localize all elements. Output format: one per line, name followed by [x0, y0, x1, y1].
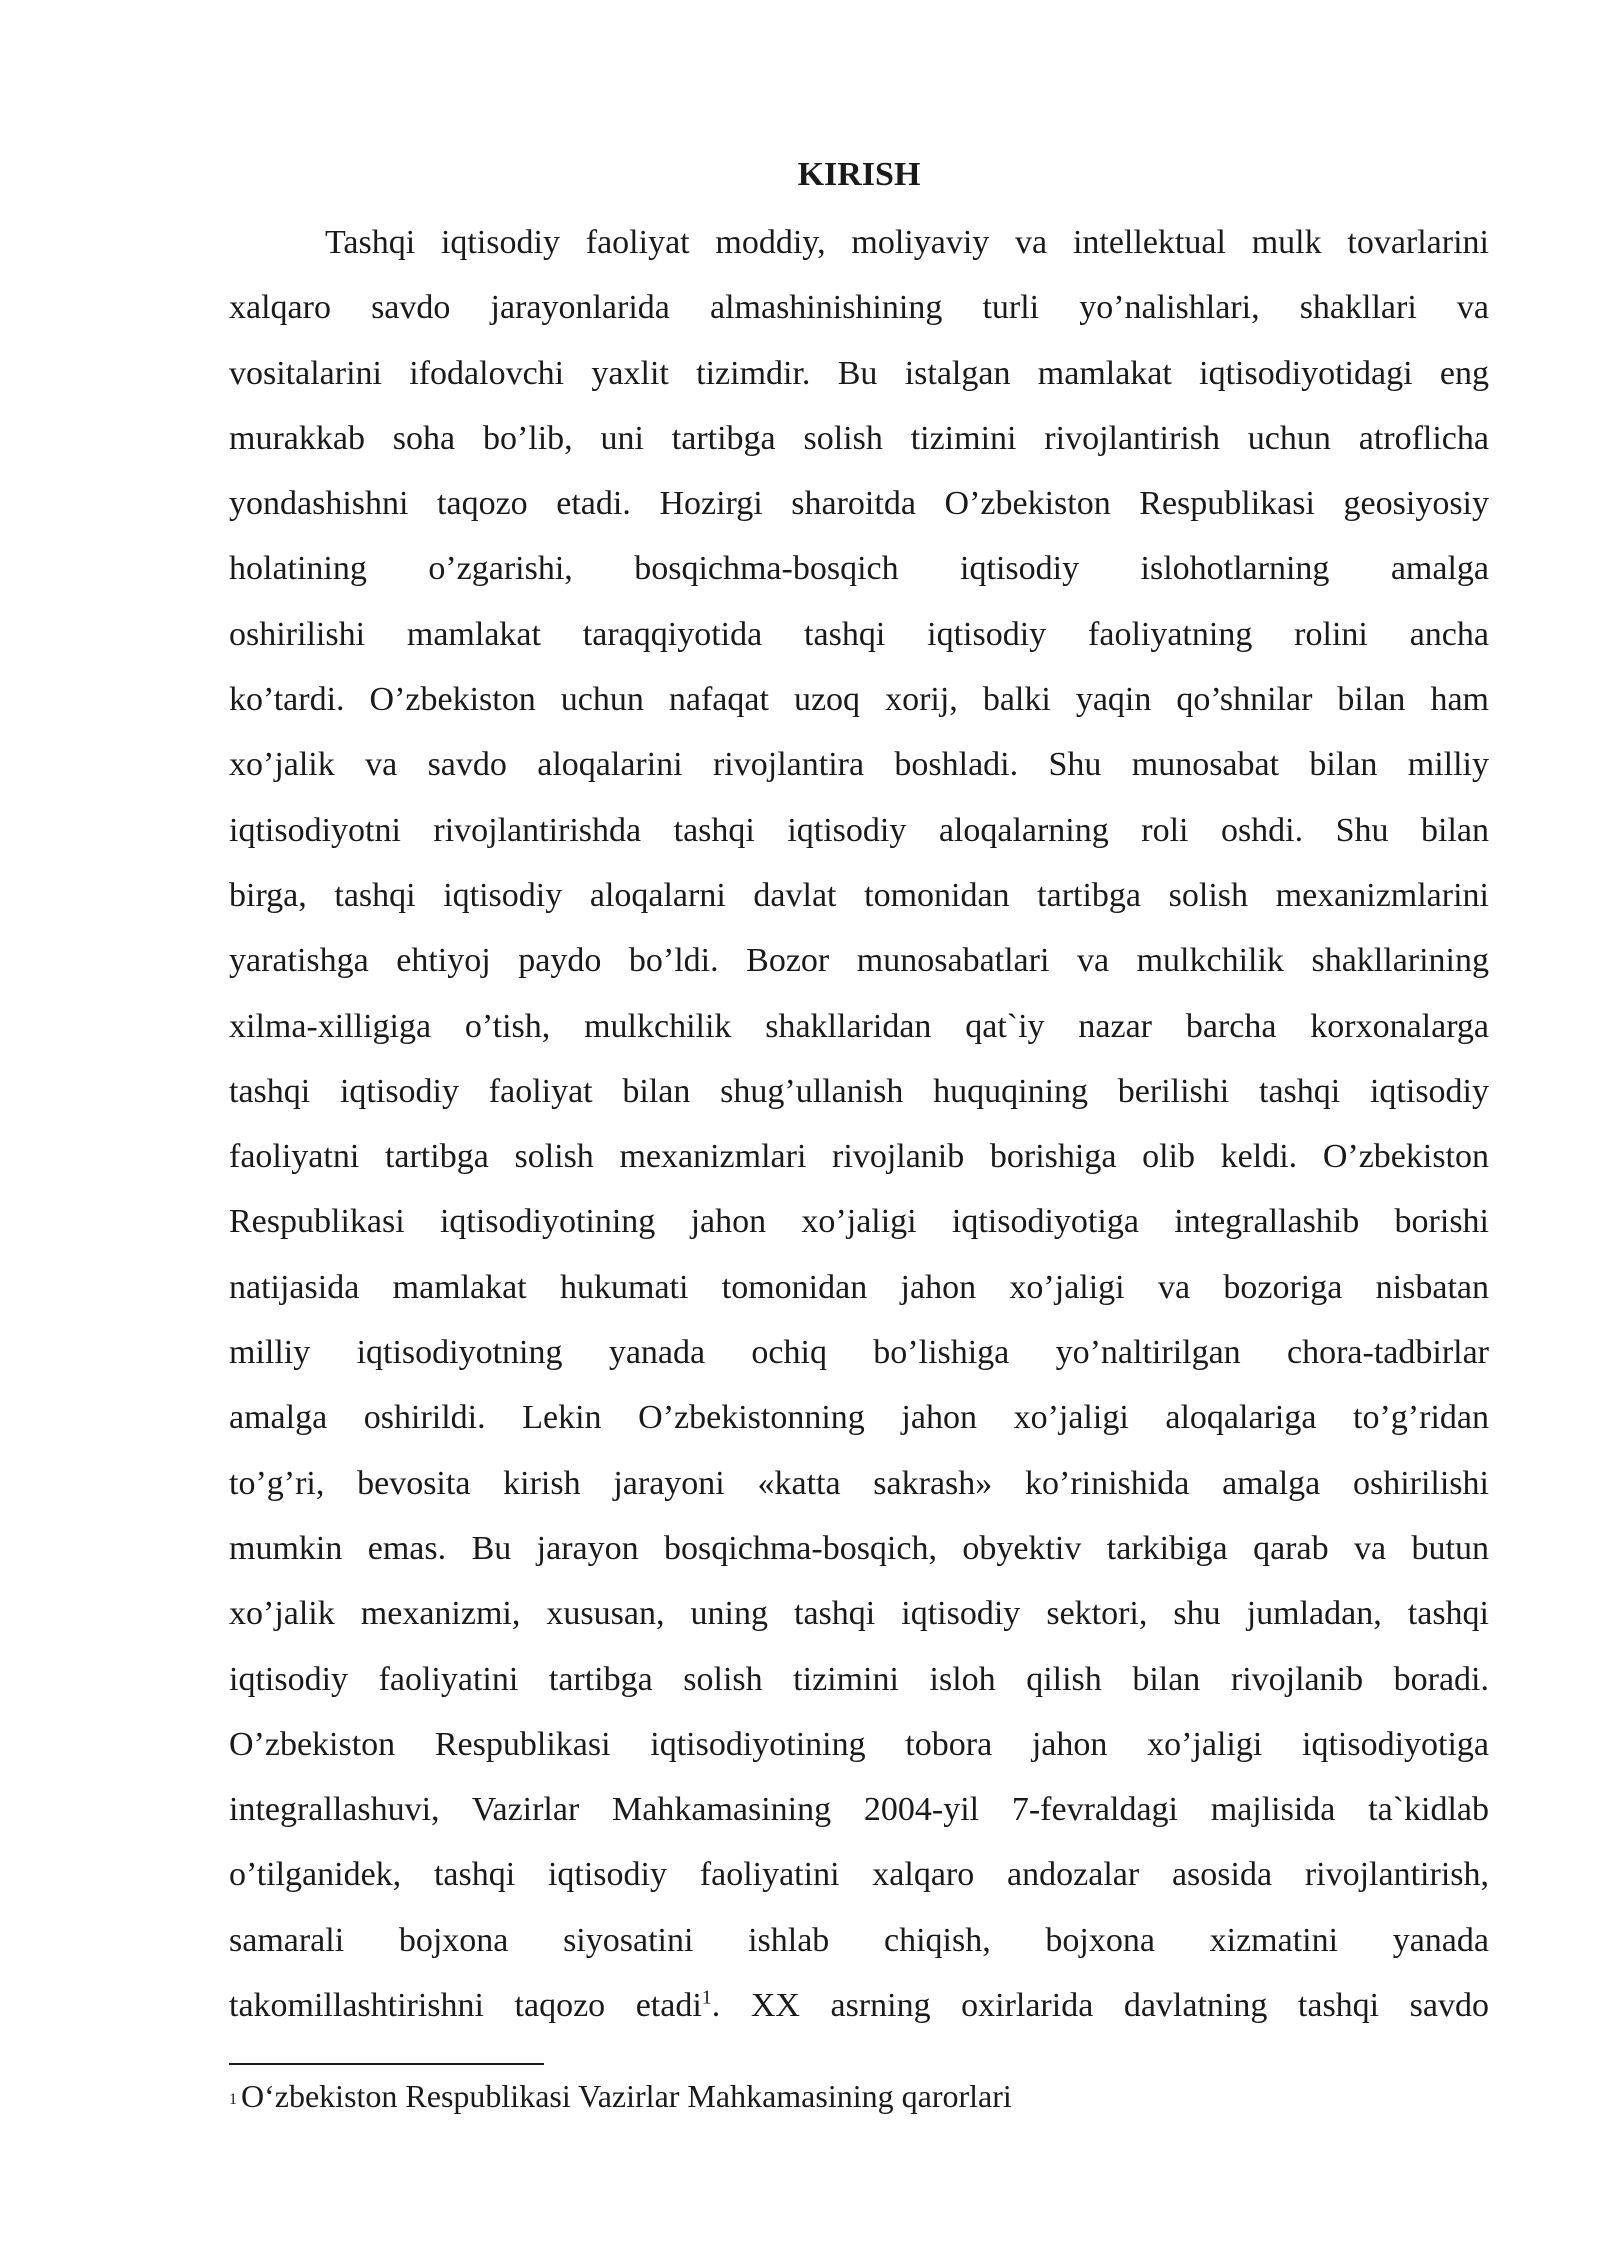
paragraph-line: Tashqi iqtisodiy faoliyat moddiy, moliyaviy va intellektual mulk tovarlarini	[325, 224, 1489, 261]
paragraph-line: ko’tardi. O’zbekiston uchun nafaqat uzoq xorij, balki yaqin qo’shnilar bilan ham	[229, 681, 1489, 719]
paragraph-line: xalqaro savdo jarayonlarida almashinishining turli yo’nalishlari, shakllari va	[229, 289, 1489, 327]
paragraph-line: o’tilganidek, tashqi iqtisodiy faoliyatini xalqaro andozalar asosida rivojlantirish,	[229, 1856, 1489, 1894]
section-heading: KIRISH	[797, 156, 921, 193]
body-paragraph	[229, 210, 1489, 2038]
paragraph-line: iqtisodiyotni rivojlantirishda tashqi iqtisodiy aloqalarning roli oshdi. Shu bilan	[229, 811, 1489, 849]
paragraph-line: natijasida mamlakat hukumati tomonidan jahon xo’jaligi va bozoriga nisbatan	[229, 1268, 1489, 1306]
paragraph-line: mumkin emas. Bu jarayon bosqichma-bosqich, obyektiv tarkibiga qarab va butun	[229, 1529, 1489, 1567]
paragraph-line: holatining o’zgarishi, bosqichma-bosqich iqtisodiy islohotlarning amalga	[229, 550, 1489, 588]
paragraph-line: faoliyatni tartibga solish mexanizmlari rivojlanib borishiga olib keldi. O’zbekiston	[229, 1138, 1489, 1176]
paragraph-line: murakkab soha bo’lib, uni tartibga solish tizimini rivojlantirish uchun atroflicha	[229, 419, 1489, 457]
paragraph-line: yaratishga ehtiyoj paydo bo’ldi. Bozor munosabatlari va mulkchilik shakllarining	[229, 942, 1489, 980]
footnote-divider	[229, 2063, 544, 2065]
paragraph-line: vositalarini ifodalovchi yaxlit tizimdir. Bu istalgan mamlakat iqtisodiyotidagi eng	[229, 354, 1489, 392]
paragraph-line: oshirilishi mamlakat taraqqiyotida tashqi iqtisodiy faoliyatning rolini ancha	[229, 615, 1489, 653]
paragraph-line: iqtisodiy faoliyatini tartibga solish tizimini isloh qilish bilan rivojlanib boradi.	[229, 1660, 1489, 1698]
footnote-marker: 1	[229, 2090, 237, 2108]
paragraph-line: birga, tashqi iqtisodiy aloqalarni davlat tomonidan tartibga solish mexanizmlarini	[229, 876, 1489, 914]
paragraph-line: xilma-xilligiga o’tish, mulkchilik shakllaridan qat`iy nazar barcha korxonalarga	[229, 1007, 1489, 1045]
paragraph-line: O’zbekiston Respublikasi iqtisodiyotining tobora jahon xo’jaligi iqtisodiyotiga	[229, 1725, 1489, 1763]
line-text-before-ref: takomillashtirishni taqozo etadi	[229, 1987, 702, 2025]
line-text-after-ref: . XX asrning oxirlarida davlatning tashqi savdo	[711, 1987, 1489, 2025]
paragraph-line: Respublikasi iqtisodiyotining jahon xo’jaligi iqtisodiyotiga integrallashib borishi	[229, 1203, 1489, 1241]
footnote-text: O‘zbekiston Respublikasi Vazirlar Mahkamasining qarorlari	[241, 2078, 1012, 2114]
paragraph-line: to’g’ri, bevosita kirish jarayoni «katta sakrash» ko’rinishida amalga oshirilishi	[229, 1464, 1489, 1502]
paragraph-line: samarali bojxona siyosatini ishlab chiqish, bojxona xizmatini yanada	[229, 1921, 1489, 1959]
paragraph-line: xo’jalik mexanizmi, xususan, uning tashqi iqtisodiy sektori, shu jumladan, tashqi	[229, 1595, 1489, 1633]
paragraph-line: amalga oshirildi. Lekin O’zbekistonning jahon xo’jaligi aloqalariga to’g’ridan	[229, 1399, 1489, 1437]
paragraph-line: yondashishni taqozo etadi. Hozirgi sharoitda O’zbekiston Respublikasi geosiyosiy	[229, 485, 1489, 523]
footnote-reference[interactable]: 1	[701, 1986, 712, 2009]
paragraph-line: milliy iqtisodiyotning yanada ochiq bo’lishiga yo’naltirilgan chora-tadbirlar	[229, 1334, 1489, 1372]
paragraph-line: integrallashuvi, Vazirlar Mahkamasining 2004-yil 7-fevraldagi majlisida ta`kidlab	[229, 1791, 1489, 1829]
footnote	[229, 2072, 1489, 2124]
paragraph-line: tashqi iqtisodiy faoliyat bilan shug’ullanish huquqining berilishi tashqi iqtisodiy	[229, 1072, 1489, 1110]
paragraph-line: xo’jalik va savdo aloqalarini rivojlantira boshladi. Shu munosabat bilan milliy	[229, 746, 1489, 784]
paragraph-line-with-footnote	[229, 1973, 1489, 2038]
